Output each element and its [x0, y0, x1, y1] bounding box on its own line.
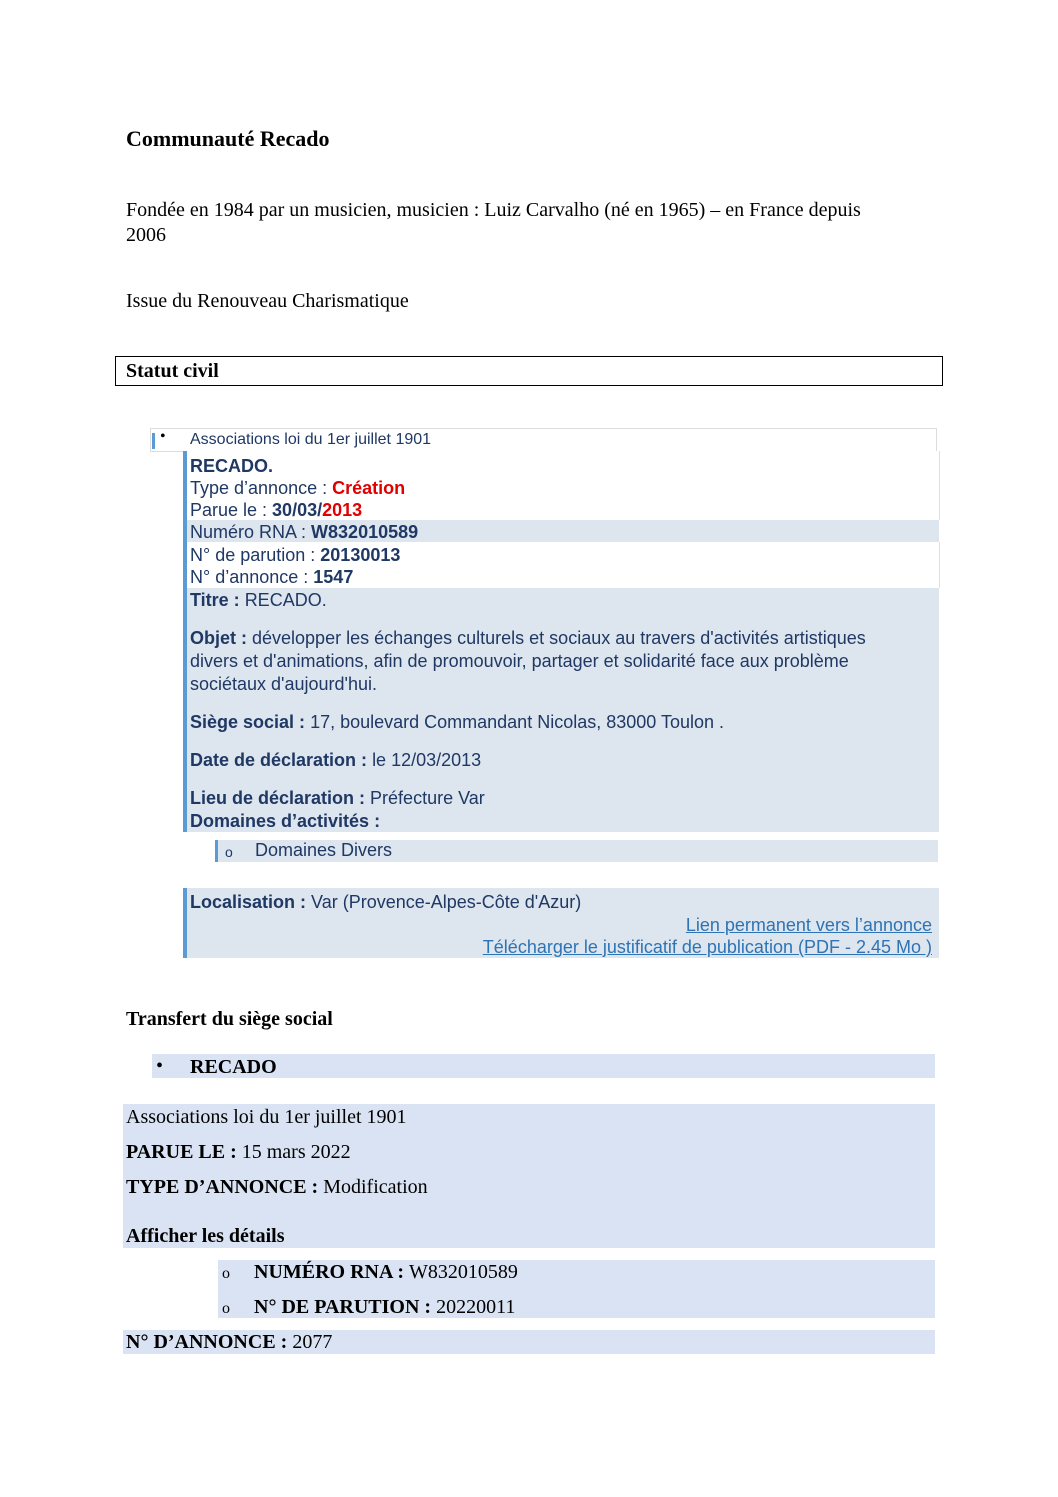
- parution-label: N° de parution :: [190, 545, 321, 565]
- type-value: Création: [332, 478, 406, 498]
- date-declaration-label: Date de déclaration :: [190, 750, 373, 770]
- transfert-parution-value: 20220011: [436, 1296, 516, 1318]
- category-accent-bar: [152, 433, 155, 449]
- transfert-type-value: Modification: [323, 1176, 428, 1198]
- bullet-icon: •: [160, 428, 166, 445]
- annonce-number-value: 1547: [313, 567, 354, 587]
- origin-text: Issue du Renouveau Charismatique: [126, 290, 409, 312]
- siege-label: Siège social :: [190, 712, 311, 732]
- transfert-annonce-row: [126, 1330, 332, 1354]
- localisation-row: [190, 891, 581, 913]
- siege-row: [190, 711, 724, 733]
- rna-value: W832010589: [311, 522, 419, 542]
- objet-line-3: sociétaux d'aujourd'hui.: [190, 674, 377, 694]
- statut-civil-box: [115, 356, 943, 386]
- founded-line-1: Fondée en 1984 par un musicien, musicien : Luiz Carvalho (né en 1965) – en France depuis: [126, 199, 861, 221]
- titre-row: [190, 589, 327, 611]
- transfert-name: RECADO: [190, 1056, 277, 1078]
- parue-year: 2013: [322, 500, 363, 520]
- parution-value: 20130013: [320, 545, 401, 565]
- transfert-category: Associations loi du 1er juillet 1901: [126, 1106, 407, 1128]
- transfert-parution-label: N° DE PARUTION :: [254, 1296, 437, 1318]
- date-declaration-value: le 12/03/2013: [372, 750, 482, 770]
- transfert-annonce-label: N° D’ANNONCE :: [126, 1331, 293, 1353]
- parue-label: Parue le :: [190, 500, 273, 520]
- statut-civil-label: Statut civil: [126, 360, 219, 382]
- circle-bullet-icon: o: [222, 1265, 230, 1282]
- type-label: Type d’annonce :: [190, 478, 333, 498]
- parue-row: [190, 499, 362, 521]
- lieu-declaration-label: Lieu de déclaration :: [190, 788, 371, 808]
- type-annonce-row: [190, 477, 405, 499]
- circle-bullet-icon: o: [225, 844, 233, 860]
- transfert-rna-label: NUMÉRO RNA :: [254, 1261, 409, 1283]
- parue-date: 30/03/: [272, 500, 323, 520]
- annonce-category: Associations loi du 1er juillet 1901: [190, 431, 432, 448]
- parution-row: [190, 544, 400, 566]
- download-proof-link[interactable]: Télécharger le justificatif de publication (PDF - 2.45 Mo ): [482, 937, 932, 957]
- transfert-parue-row: [126, 1140, 351, 1164]
- domaines-list-item: [215, 840, 938, 862]
- objet-label: Objet :: [190, 628, 252, 648]
- domaines-item: Domaines Divers: [255, 840, 393, 860]
- localisation-label: Localisation :: [190, 892, 312, 912]
- transfert-parue-label: PARUE LE :: [126, 1141, 242, 1163]
- rna-row: [190, 521, 418, 543]
- transfert-rna-value: W832010589: [409, 1261, 518, 1283]
- transfert-annonce-value: 2077: [292, 1331, 333, 1353]
- rna-label: Numéro RNA :: [190, 522, 312, 542]
- lieu-declaration-row: [190, 787, 485, 809]
- objet-text-1: développer les échanges culturels et sociaux au travers d'activités artistiques: [252, 628, 866, 648]
- transfert-rna-row: [254, 1260, 518, 1284]
- transfert-parution-row: [254, 1295, 515, 1319]
- annonce-number-row: [190, 566, 353, 588]
- siege-value: 17, boulevard Commandant Nicolas, 83000 Toulon .: [310, 712, 724, 732]
- transfert-parue-value: 15 mars 2022: [241, 1141, 351, 1163]
- transfert-type-label: TYPE D’ANNONCE :: [126, 1176, 324, 1198]
- objet-line-2: divers et d'animations, afin de promouvoir, partager et solidarité face aux problème: [190, 651, 849, 671]
- localisation-value: Var (Provence-Alpes-Côte d'Azur): [311, 892, 582, 912]
- permanent-link[interactable]: Lien permanent vers l’annonce: [685, 915, 932, 935]
- transfert-heading: Transfert du siège social: [126, 1008, 333, 1030]
- domaines-label: Domaines d’activités :: [190, 811, 381, 831]
- titre-label: Titre :: [190, 590, 245, 610]
- annonce-category-row: [150, 428, 937, 452]
- page-title: Communauté Recado: [126, 126, 330, 151]
- show-details-toggle[interactable]: Afficher les détails: [126, 1225, 285, 1247]
- date-declaration-row: [190, 749, 481, 771]
- titre-value: RECADO.: [244, 590, 327, 610]
- annonce-number-label: N° d’annonce :: [190, 567, 314, 587]
- bullet-icon: •: [156, 1055, 164, 1077]
- circle-bullet-icon: o: [222, 1300, 230, 1317]
- annonce-name: RECADO.: [190, 456, 274, 476]
- objet-line-1: [190, 627, 866, 649]
- transfert-type-row: [126, 1175, 428, 1199]
- founded-line-2: 2006: [126, 224, 166, 246]
- lieu-declaration-value: Préfecture Var: [370, 788, 485, 808]
